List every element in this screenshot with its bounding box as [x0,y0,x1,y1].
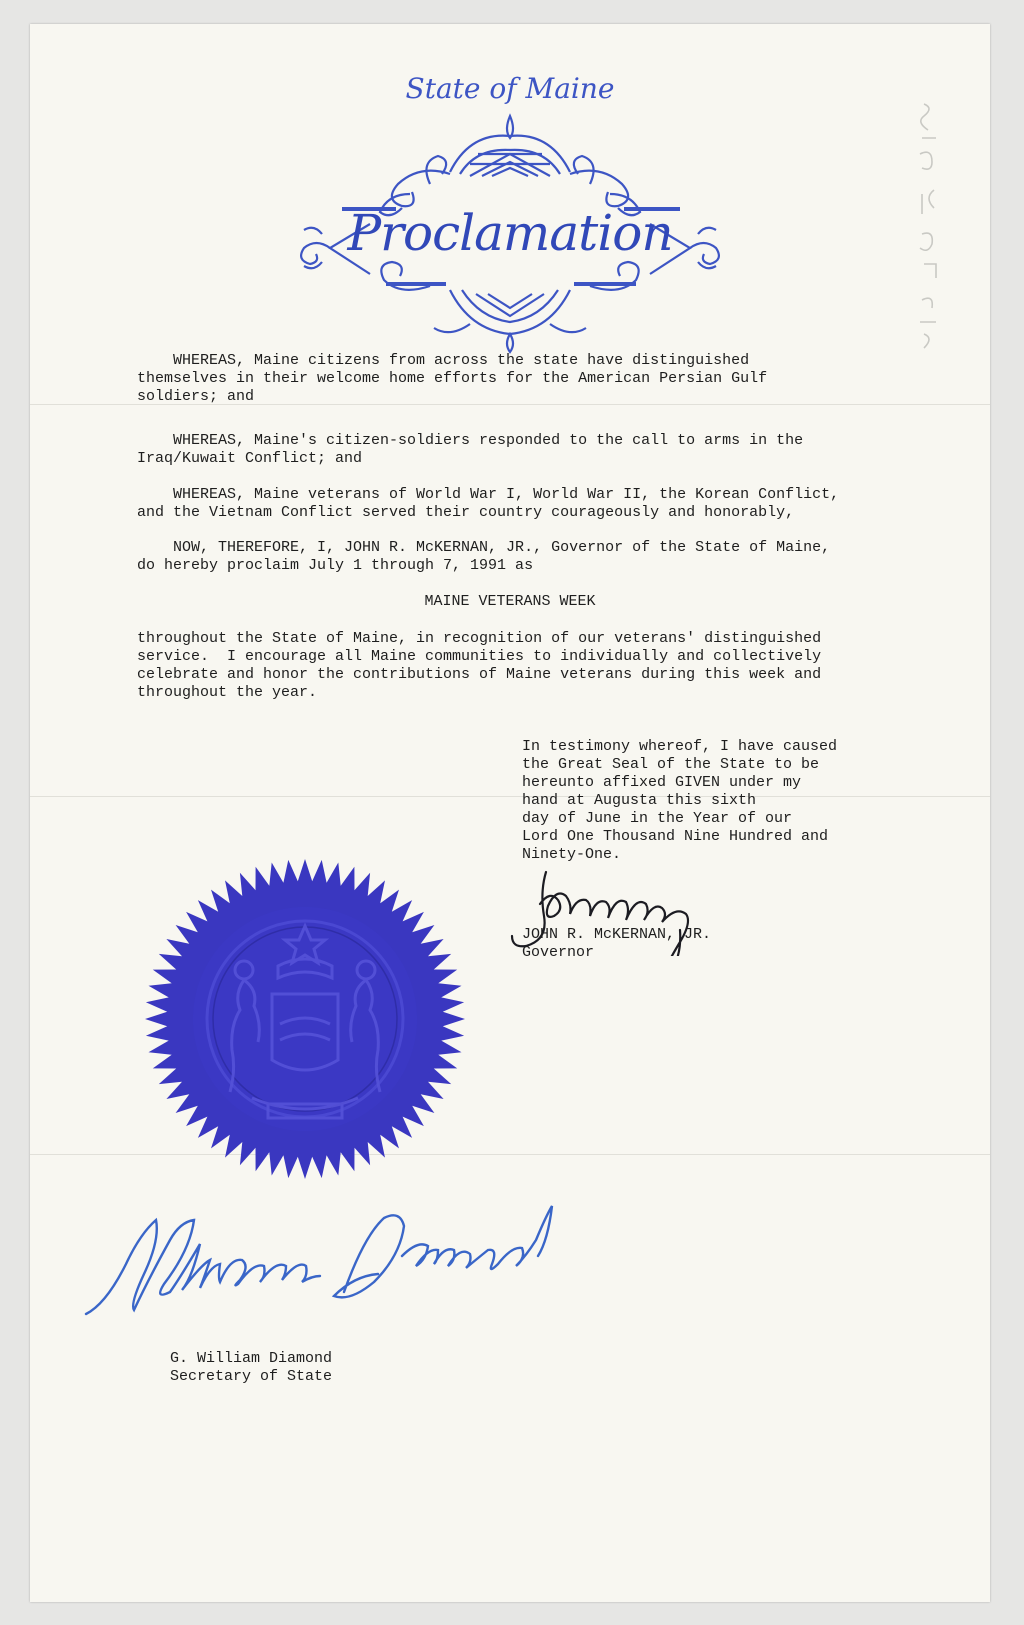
governor-block [522,926,711,962]
whereas-paragraph-2: WHEREAS, Maine's citizen-soldiers responded to the call to arms in the Iraq/Kuwait Conflict; and [137,432,804,467]
closing-paragraph: throughout the State of Maine, in recognition of our veterans' distinguished service. I encourage all Maine communities to individually and collectively celebrate and honor the contributions of Maine veterans during this week and throughout the year. [137,630,822,701]
secretary-signature [82,1196,562,1326]
state-title: State of Maine [405,72,615,105]
great-seal-of-maine-icon [140,854,470,1184]
governor-title: Governor [522,944,595,961]
governor-name: JOHN R. McKERNAN, JR. [522,926,712,943]
fold-line [30,796,990,797]
now-therefore-paragraph: NOW, THEREFORE, I, JOHN R. McKERNAN, JR., Governor of the State of Maine, do hereby proclaim July 1 through 7, 1991 as [137,539,831,574]
proclamation-sheet [30,24,990,1602]
secretary-title: Secretary of State [170,1368,333,1385]
whereas-paragraph-3: WHEREAS, Maine veterans of World War I, World War II, the Korean Conflict, and the Vietnam Conflict served their country courageously and honorably, [137,486,840,521]
secretary-name: G. William Diamond [170,1350,333,1367]
whereas-paragraph-1: WHEREAS, Maine citizens from across the state have distinguished themselves in their welcome home efforts for the American Persian Gulf soldiers; and [137,352,768,405]
testimony-clause: In testimony whereof, I have caused the Great Seal of the State to be hereunto affixed GIVEN under my hand at Augusta this sixth day of June in the Year of our Lord One Thousand Nine Hundred and Ninety-One. [522,738,838,863]
secretary-block [170,1350,332,1386]
proclaimed-title: MAINE VETERANS WEEK [424,593,596,610]
proclamation-heading: Proclamation [347,204,673,262]
